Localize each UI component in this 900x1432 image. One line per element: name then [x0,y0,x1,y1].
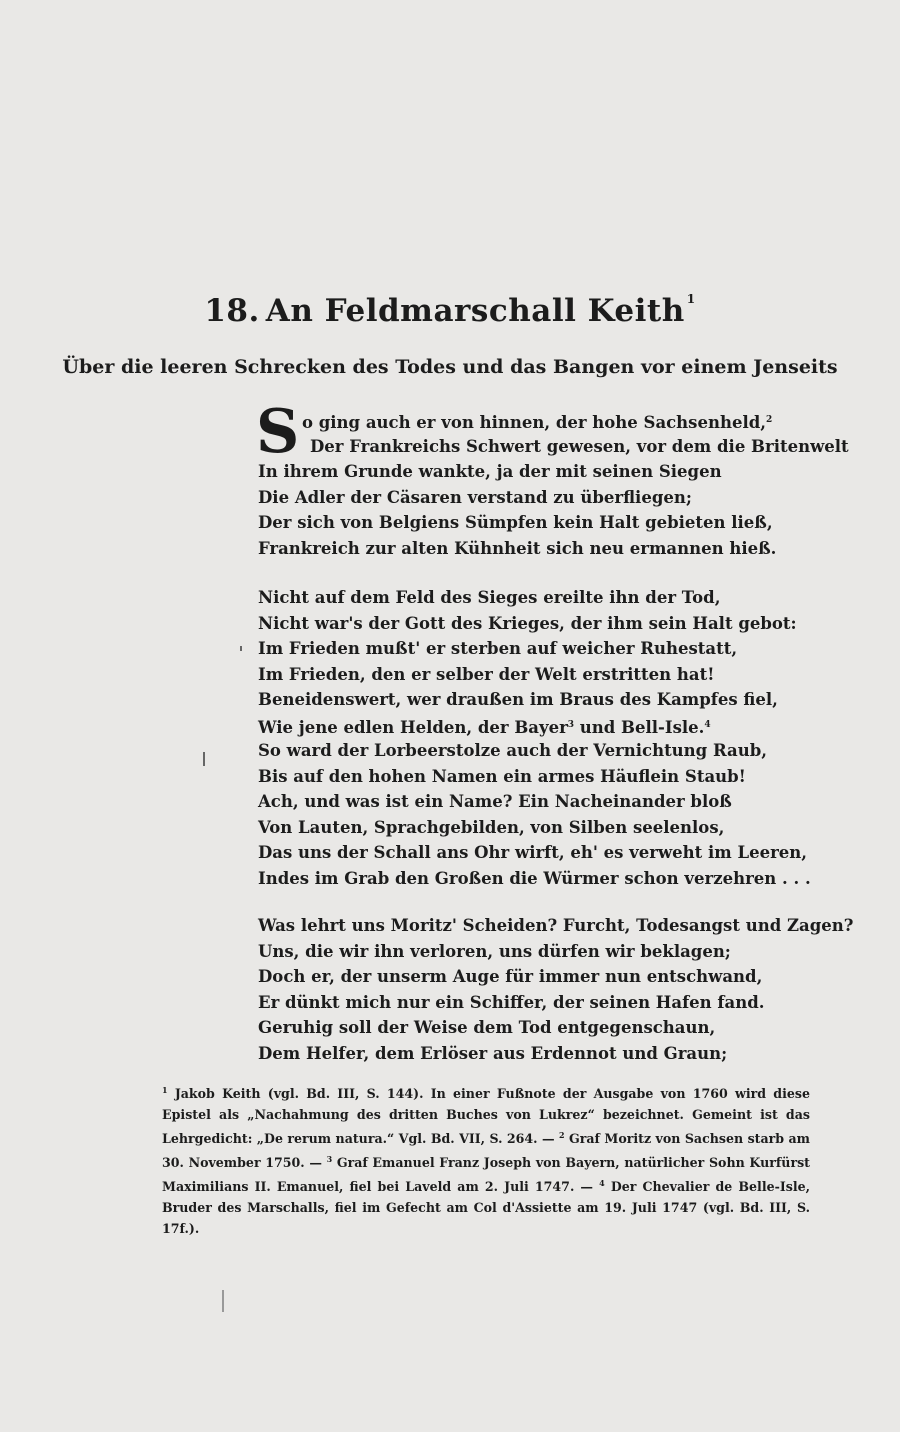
footnote-number: 4 [599,1178,605,1188]
verse-line: Die Adler der Cäsaren verstand zu überfliegen; [258,487,692,507]
verse-line: Er dünkt mich nur ein Schiffer, der seinen Hafen fand. [258,992,765,1012]
footnote-ref: 2 [766,415,773,425]
footnote-ref: 4 [704,719,711,730]
verse-line: Von Lauten, Sprachgebilden, von Silben seelenlos, [258,817,725,837]
stanza-2 [258,585,811,891]
poem-number: 18. [204,293,260,329]
verse-line: Beneidenswert, wer draußen im Braus des Kampfes fiel, [258,690,778,709]
footnote-text: Graf Emanuel Franz Joseph von Bayern, natürlicher Sohn Kurfürst Maximilians II. Emanuel, fiel bei Laveld am 2. Juli 1747. — [162,1155,810,1194]
verse-line: Bis auf den hohen Namen ein armes Häuflein Staub! [258,766,746,786]
verse-text: Wie jene edlen Helden, der Bayer [258,717,568,737]
verse-line: Indes im Grab den Großen die Würmer schon verzehren . . . [258,868,811,888]
verse-line: Uns, die wir ihn verloren, uns dürfen wir beklagen; [258,941,731,961]
verse-line: Frankreich zur alten Kühnheit sich neu ermannen hieß. [258,538,777,558]
page-speck [203,752,205,766]
verse-line: Das uns der Schall ans Ohr wirft, eh' es verweht im Leeren, [258,843,808,862]
verse-text: und Bell-Isle. [574,717,705,737]
stanza-1 [258,408,849,561]
footnote-number: 2 [559,1130,565,1140]
verse-line: So ward der Lorbeerstolze auch der Vernichtung Raub, [258,741,768,760]
verse-line: Der sich von Belgiens Sümpfen kein Halt gebieten ließ, [258,513,773,532]
footnote-number: 1 [162,1085,168,1095]
page-speck [222,1290,224,1312]
verse-line: Was lehrt uns Moritz' Scheiden? Furcht, Todesangst und Zagen? [258,916,854,935]
verse-line [258,408,849,434]
drop-cap: S [256,397,300,467]
verse-line: Im Frieden, den er selber der Welt erstritten hat! [258,664,715,684]
page-speck [240,646,242,651]
verse-text: o ging auch er von hinnen, der hohe Sachsenheld, [302,413,767,432]
verse-line: Doch er, der unserm Auge für immer nun entschwand, [258,967,763,986]
footnote-text: Graf Moritz von Sachsen starb am 30. November 1750. — [162,1131,810,1170]
footnote-number: 3 [326,1154,333,1164]
poem-title [0,292,900,329]
footnote-ref: 1 [686,292,696,306]
footnote-ref: 3 [567,719,575,730]
verse-line: Im Frieden mußt' er sterben auf weicher Ruhestatt, [258,639,738,658]
verse-line [258,713,811,739]
verse-line: Ach, und was ist ein Name? Ein Nacheinander bloß [258,792,732,811]
verse-line: Nicht war's der Gott des Krieges, der ihm sein Halt gebot: [258,613,797,633]
poem-title-text: An Feldmarschall Keith [265,293,685,329]
footnote-text: Jakob Keith (vgl. Bd. III, S. 144). In einer Fußnote der Ausgabe von 1760 wird diese Epistel als „Nachahmung des dritten Buches von Lukrez“ bezeichnet. Gemeint ist das Lehrgedicht: „De rerum natura.“ Vgl. Bd. VII, S. 264. — [162,1086,810,1146]
footnotes [162,1080,810,1239]
verse-line: In ihrem Grunde wankte, ja der mit seinen Siegen [258,462,722,481]
verse-line: Nicht auf dem Feld des Sieges ereilte ihn der Tod, [258,588,721,607]
poem-subtitle: Über die leeren Schrecken des Todes und das Bangen vor einem Jenseits [62,356,838,378]
verse-line: Der Frankreichs Schwert gewesen, vor dem die Britenwelt [310,436,849,456]
verse-line: Dem Helfer, dem Erlöser aus Erdennot und Graun; [258,1043,728,1063]
stanza-3 [258,913,853,1066]
footnote-text: Der Chevalier de Belle-Isle, Bruder des Marschalls, fiel im Gefecht am Col d'Assiette am 19. Juli 1747 (vgl. Bd. III, S. 17f.). [162,1179,811,1236]
verse-line: Geruhig soll der Weise dem Tod entgegenschaun, [258,1018,716,1037]
